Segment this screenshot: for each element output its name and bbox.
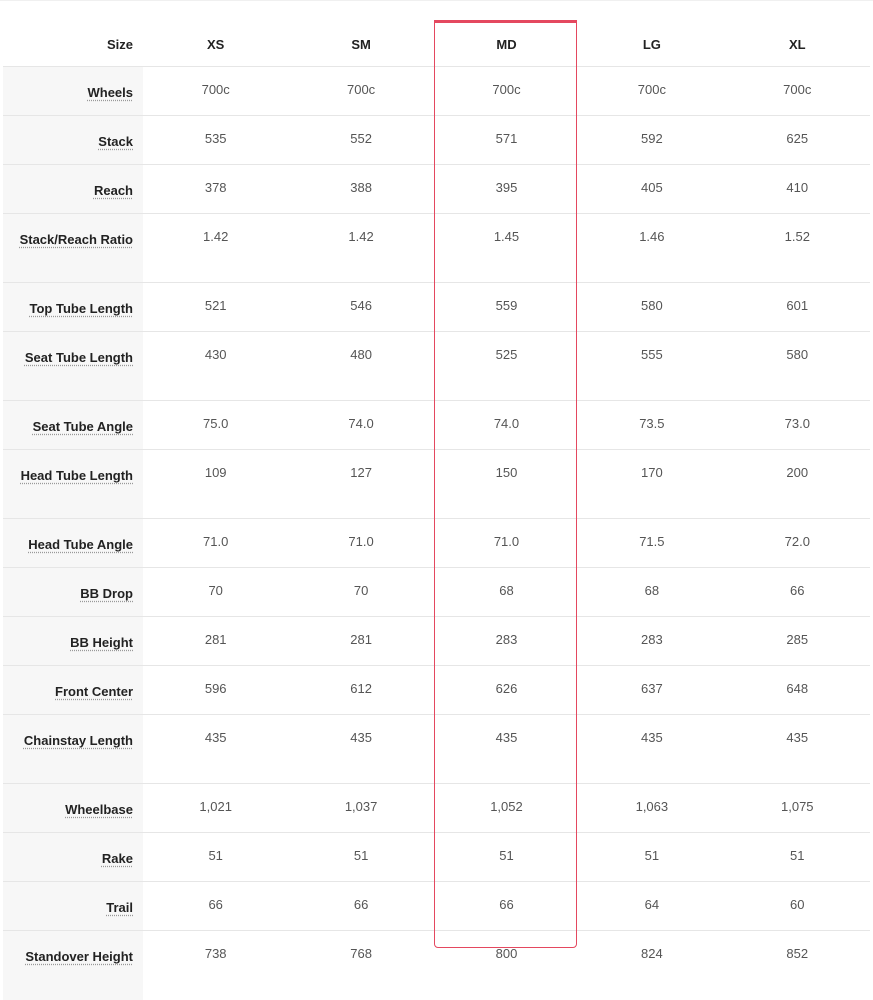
- size-header: Size: [106, 36, 133, 52]
- table-row: [3, 568, 870, 617]
- value-cell: 73.0: [784, 416, 810, 431]
- row-label[interactable]: BB Drop: [80, 586, 133, 601]
- value-cell: 281: [350, 632, 372, 647]
- value-cell: 700c: [346, 82, 376, 97]
- row-label[interactable]: Front Center: [55, 684, 133, 699]
- value-cell: 435: [350, 730, 372, 745]
- value-cell: 70: [208, 583, 223, 598]
- value-cell: 395: [495, 180, 518, 195]
- value-cell: 75.0: [203, 416, 229, 431]
- value-cell: 72.0: [784, 534, 810, 549]
- value-cell: 546: [350, 298, 372, 313]
- value-cell: 1,021: [199, 799, 232, 814]
- table-row: [3, 450, 870, 519]
- value-cell: 601: [786, 298, 809, 313]
- value-cell: 64: [644, 897, 660, 912]
- table-row: [3, 332, 870, 401]
- value-cell: 738: [204, 946, 227, 961]
- value-cell: 580: [641, 298, 663, 313]
- row-label[interactable]: Trail: [106, 900, 133, 915]
- table-row: [3, 401, 870, 450]
- value-cell: 525: [495, 347, 518, 362]
- row-label-cell: [3, 332, 143, 401]
- table-row: [3, 931, 870, 1000]
- value-cell: 74.0: [348, 416, 374, 431]
- value-cell: 552: [350, 131, 372, 146]
- value-cell: 596: [204, 681, 227, 696]
- table-row: [3, 715, 870, 784]
- value-cell: 1,063: [635, 799, 669, 814]
- header-row: [3, 22, 870, 67]
- row-label-cell: [3, 165, 143, 214]
- value-cell: 435: [786, 730, 809, 745]
- table-row: [3, 283, 870, 332]
- value-cell: 612: [350, 681, 372, 696]
- value-cell: 625: [786, 131, 809, 146]
- row-label[interactable]: Wheels: [87, 85, 133, 100]
- size-column-sm[interactable]: SM: [351, 36, 371, 52]
- row-label-cell: [3, 450, 143, 519]
- value-cell: 170: [641, 465, 663, 480]
- row-label-cell: [3, 833, 143, 882]
- value-cell: 435: [204, 730, 227, 745]
- value-cell: 430: [204, 347, 227, 362]
- row-label[interactable]: Wheelbase: [65, 802, 133, 817]
- value-cell: 824: [641, 946, 663, 961]
- value-cell: 66: [499, 897, 514, 912]
- row-label[interactable]: Seat Tube Length: [24, 350, 133, 365]
- value-cell: 51: [208, 848, 223, 863]
- value-cell: 51: [790, 848, 805, 863]
- value-cell: 700c: [783, 82, 812, 97]
- value-cell: 1.46: [639, 229, 665, 244]
- row-label-cell: [3, 401, 143, 450]
- value-cell: 571: [495, 131, 518, 146]
- row-label-cell: [3, 67, 143, 116]
- value-cell: 555: [641, 347, 663, 362]
- table-row: [3, 882, 870, 931]
- value-cell: 71.0: [203, 534, 229, 549]
- row-label-cell: [3, 617, 143, 666]
- top-divider: [0, 0, 873, 1]
- row-label-cell: [3, 519, 143, 568]
- geometry-body: [3, 67, 870, 1000]
- row-label[interactable]: Stack/Reach Ratio: [19, 232, 133, 247]
- value-cell: 285: [786, 632, 809, 647]
- row-label[interactable]: Top Tube Length: [29, 301, 133, 316]
- row-label-cell: [3, 715, 143, 784]
- row-label-cell: [3, 931, 143, 1000]
- value-cell: 1,075: [781, 799, 814, 814]
- row-label-cell: [3, 666, 143, 715]
- value-cell: 109: [204, 465, 227, 480]
- table-row: [3, 617, 870, 666]
- value-cell: 435: [641, 730, 663, 745]
- value-cell: 435: [495, 730, 518, 745]
- value-cell: 700c: [637, 82, 666, 97]
- value-cell: 800: [495, 946, 518, 961]
- value-cell: 60: [790, 897, 805, 912]
- size-column-lg[interactable]: LG: [642, 36, 661, 52]
- value-cell: 378: [204, 180, 227, 195]
- value-cell: 1.52: [784, 229, 810, 244]
- value-cell: 200: [786, 465, 809, 480]
- table-row: [3, 116, 870, 165]
- value-cell: 648: [786, 681, 809, 696]
- row-label[interactable]: Chainstay Length: [23, 733, 133, 748]
- row-label[interactable]: Rake: [101, 851, 133, 866]
- value-cell: 66: [208, 897, 223, 912]
- value-cell: 66: [790, 583, 805, 598]
- row-label[interactable]: Stack: [98, 134, 133, 149]
- value-cell: 852: [786, 946, 809, 961]
- table-row: [3, 519, 870, 568]
- size-column-xl[interactable]: XL: [788, 36, 806, 52]
- row-label[interactable]: Reach: [93, 183, 133, 198]
- size-column-md[interactable]: MD: [496, 36, 517, 52]
- value-cell: 68: [644, 583, 660, 598]
- table-row: [3, 67, 870, 116]
- table-row: [3, 784, 870, 833]
- value-cell: 535: [204, 131, 227, 146]
- value-cell: 410: [786, 180, 809, 195]
- value-cell: 405: [641, 180, 663, 195]
- value-cell: 71.0: [493, 534, 520, 549]
- row-label[interactable]: Seat Tube Angle: [32, 419, 133, 434]
- row-label[interactable]: BB Height: [70, 635, 133, 650]
- row-label-cell: [3, 214, 143, 283]
- value-cell: 1.42: [348, 229, 374, 244]
- geometry-table: [3, 22, 870, 1000]
- value-cell: 480: [350, 347, 372, 362]
- value-cell: 580: [786, 347, 809, 362]
- value-cell: 283: [495, 632, 518, 647]
- value-cell: 66: [353, 897, 369, 912]
- value-cell: 51: [644, 848, 660, 863]
- value-cell: 700c: [201, 82, 230, 97]
- value-cell: 281: [204, 632, 227, 647]
- value-cell: 626: [495, 681, 518, 696]
- value-cell: 768: [350, 946, 372, 961]
- value-cell: 71.0: [348, 534, 374, 549]
- value-cell: 1.45: [493, 229, 520, 244]
- value-cell: 1.42: [203, 229, 229, 244]
- value-cell: 51: [499, 848, 514, 863]
- row-label[interactable]: Head Tube Angle: [28, 537, 133, 552]
- row-label-cell: [3, 882, 143, 931]
- size-column-xs[interactable]: XS: [207, 36, 225, 52]
- value-cell: 71.5: [639, 534, 665, 549]
- value-cell: 150: [495, 465, 518, 480]
- value-cell: 127: [350, 465, 372, 480]
- value-cell: 700c: [492, 82, 521, 97]
- row-label[interactable]: Standover Height: [25, 949, 133, 964]
- value-cell: 70: [353, 583, 369, 598]
- value-cell: 68: [499, 583, 514, 598]
- value-cell: 637: [641, 681, 663, 696]
- row-label-cell: [3, 116, 143, 165]
- table-row: [3, 666, 870, 715]
- value-cell: 592: [641, 131, 663, 146]
- row-label-cell: [3, 283, 143, 332]
- value-cell: 388: [350, 180, 372, 195]
- value-cell: 559: [495, 298, 518, 313]
- value-cell: 1,052: [490, 799, 523, 814]
- value-cell: 74.0: [493, 416, 520, 431]
- table-row: [3, 165, 870, 214]
- value-cell: 283: [641, 632, 663, 647]
- row-label[interactable]: Head Tube Length: [20, 468, 133, 483]
- value-cell: 51: [353, 848, 369, 863]
- table-row: [3, 214, 870, 283]
- row-label-cell: [3, 784, 143, 833]
- value-cell: 73.5: [639, 416, 665, 431]
- table-row: [3, 833, 870, 882]
- row-label-cell: [3, 568, 143, 617]
- value-cell: 521: [204, 298, 227, 313]
- value-cell: 1,037: [344, 799, 378, 814]
